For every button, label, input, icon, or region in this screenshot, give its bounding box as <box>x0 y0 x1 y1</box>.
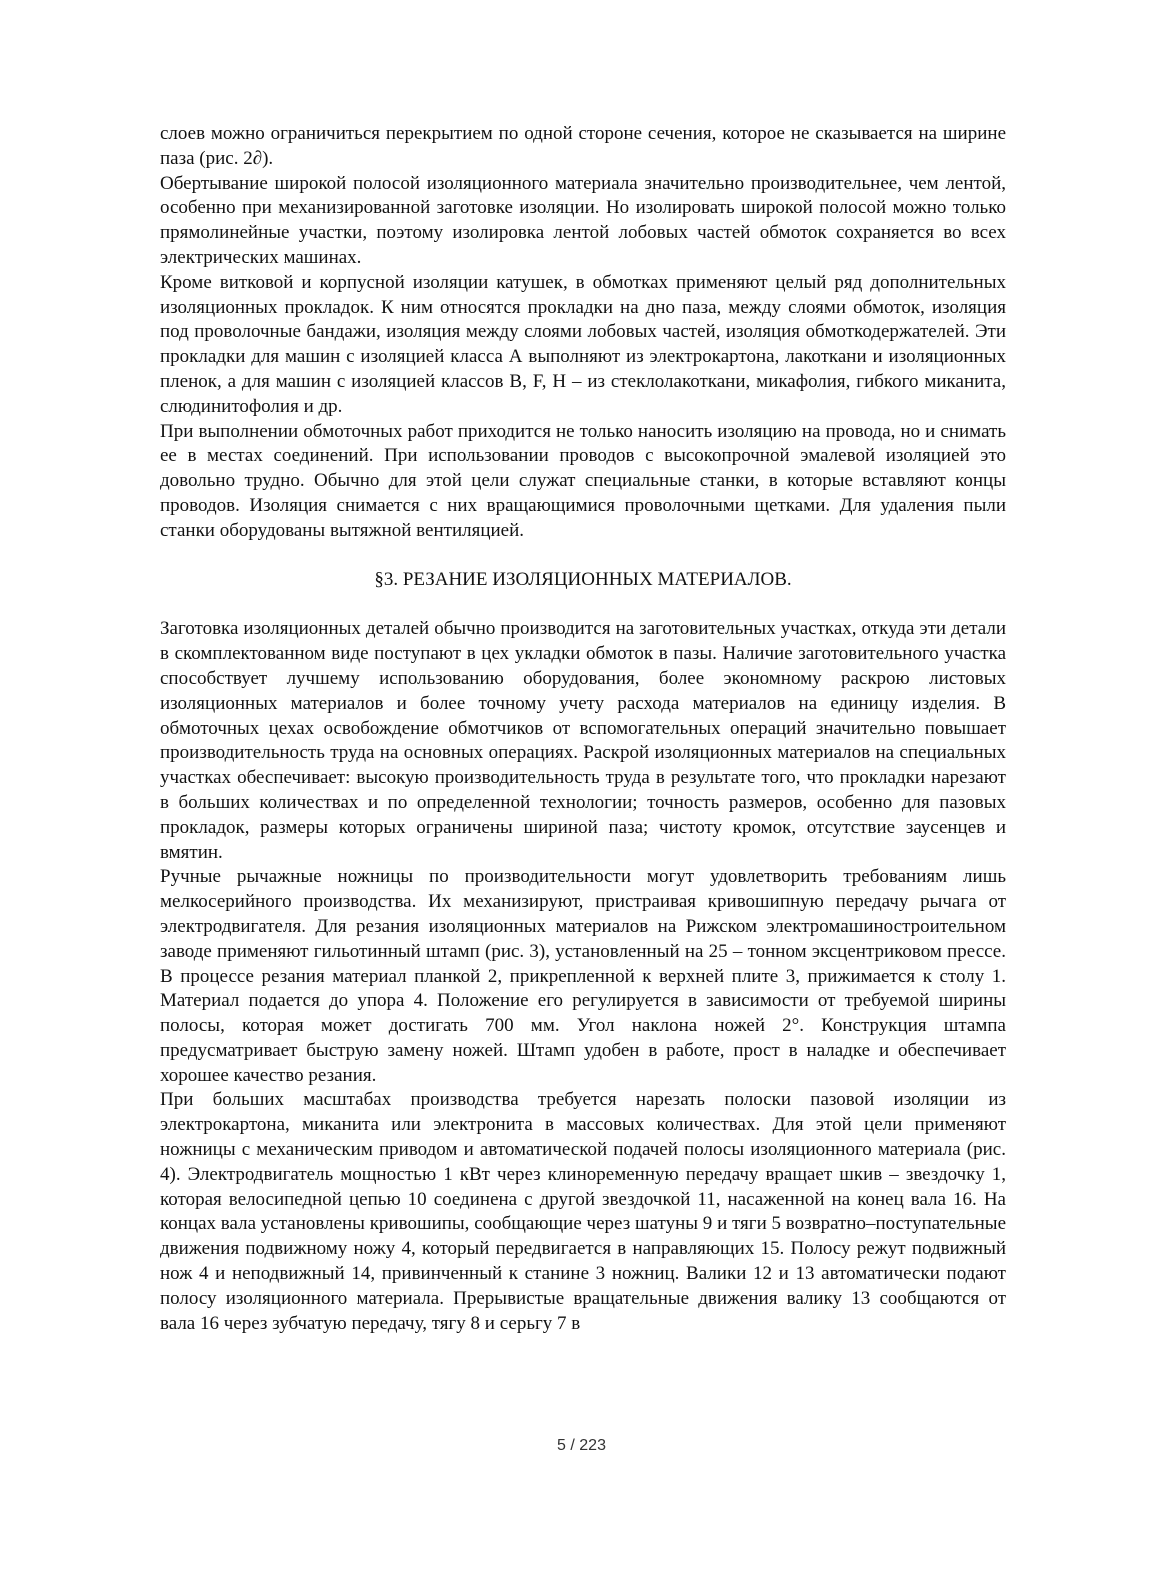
page-number: 5 / 223 <box>557 1437 606 1454</box>
paragraph-wide-strip-wrapping: Обертывание широкой полосой изоляционного материала значительно производительнее, чем лентой, особенно при механизированной заготовке изоляции. Но изолировать широкой полосой можно только прямолинейные участки, поэтому изолировка лентой лобовых частей обмоток сохраняется во всех электрических машинах. <box>160 172 1006 268</box>
paragraph-mechanical-shears: При больших масштабах производства требуется нарезать полоски пазовой изоляции из электрокартона, миканита или электронита в массовых количествах. Для этой цели применяют ножницы с механическим приводом и автоматической подачей полосы изоляционного материала (рис. 4). Электродвигатель мощностью 1 кВт через клиноременную передачу вращает шкив – звездочку 1, которая велосипедной цепью 10 соединена с другой звездочкой 11, насаженной на конец вала 16. На концах вала установлены кривошипы, сообщающие через шатуны 9 и тяги 5 возвратно–поступательные движения подвижному ножу 4, который передвигается в направляющих 15. Полосу режут подвижный нож 4 и неподвижный 14, привинченный к станине 3 ножниц. Валики 12 и 13 автоматически подают полосу изоляционного материала. Прерывистые вращательные движения валику 13 сообщаются от вала 16 через зубчатую передачу, тягу 8 и серьгу 7 в <box>160 1089 1006 1334</box>
section-heading: §3. РЕЗАНИЕ ИЗОЛЯЦИОННЫХ МАТЕРИАЛОВ. <box>374 568 792 590</box>
paragraph-layer-overlap: слоев можно ограничиться перекрытием по одной стороне сечения, которое не сказывается на ширине паза (рис. 2∂). <box>160 123 1006 169</box>
paragraph-insulation-preparation: Заготовка изоляционных деталей обычно производится на заготовительных участках, откуда эти детали в скомплектованном виде поступают в цех укладки обмоток в пазы. Наличие заготовительного участка способствует лучшему использованию оборудования, более экономному раскрою листовых изоляционных материалов и более точному учету расхода материалов на единицу изделия. В обмоточных цехах освобождение обмотчиков от вспомогательных операций значительно повышает производительность труда на основных операциях. Раскрой изоляционных материалов на специальных участках обеспечивает: высокую производительность труда в результате того, что прокладки нарезают в больших количествах и по определенной технологии; точность размеров, особенно для пазовых прокладок, размеры которых ограничены шириной паза; чистоту кромок, отсутствие заусенцев и вмятин. <box>160 618 1006 863</box>
paragraph-lever-shears: Ручные рычажные ножницы по производительности могут удовлетворить требованиям лишь мелкосерийного производства. Их механизируют, пристраивая кривошипную передачу рычага от электродвигателя. Для резания изоляционных материалов на Рижском электромашиностроительном заводе применяют гильотинный штамп (рис. 3), установленный на 25 – тонном эксцентриковом прессе. В процессе резания материал планкой 2, прикрепленной к верхней плите 3, прижимается к столу 1. Материал подается до упора 4. Положение его регулируется в зависимости от требуемой ширины полосы, которая может достигать 700 мм. Угол наклона ножей 2°. Конструкция штампа предусматривает быструю замену ножей. Штамп удобен в работе, прост в наладке и обеспечивает хорошее качество резания. <box>160 866 1006 1086</box>
paragraph-insulation-removal: При выполнении обмоточных работ приходится не только наносить изоляцию на провода, но и снимать ее в местах соединений. При использовании проводов с высокопрочной эмалевой изоляцией это довольно трудно. Обычно для этой цели служат специальные станки, в которые вставляют концы проводов. Изоляция снимается с них вращающимися проволочными щетками. Для удаления пыли станки оборудованы вытяжной вентиляцией. <box>160 420 1006 541</box>
paragraph-additional-insulation: Кроме витковой и корпусной изоляции катушек, в обмотках применяют целый ряд дополнительных изоляционных прокладок. К ним относятся прокладки на дно паза, между слоями обмоток, изоляция под проволочные бандажи, изоляция между слоями лобовых частей, изоляция обмоткодержателей. Эти прокладки для машин с изоляцией класса А выполняют из электрокартона, лакоткани и изоляционных пленок, а для машин с изоляцией классов В, F, Н – из стеклолакоткани, микафолия, гибкого миканита, слюдинитофолия и др. <box>160 271 1006 417</box>
page-body <box>160 122 1006 1336</box>
